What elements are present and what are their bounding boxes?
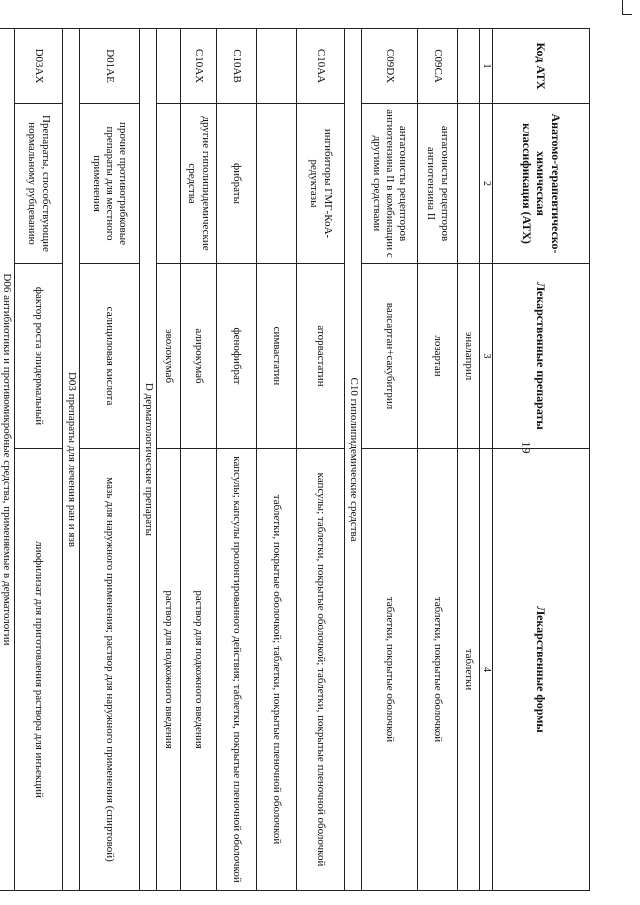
atc-code-cell (257, 29, 297, 104)
atc-class-cell: антагонисты рецепторов ангиотензина II (418, 104, 458, 264)
drug-cell: салициловая кислота (80, 264, 140, 449)
table-row (80, 29, 140, 891)
drug-cell: эволокумаб (157, 264, 181, 449)
column-number-row (480, 29, 493, 891)
page-number: 19 (519, 441, 534, 454)
rotated-page (0, 28, 590, 890)
group-title: D06 антибиотики и противомикробные средства, применяемые в дерматологии (0, 29, 15, 891)
group-title: D дерматологические препараты (140, 29, 157, 891)
group-row (63, 29, 80, 891)
column-number: 3 (480, 264, 493, 449)
header-atc-code: Код АТХ (493, 29, 590, 104)
drug-cell: аторвастатин (297, 264, 345, 449)
table-row (362, 29, 418, 891)
atc-code-cell: D03AX (15, 29, 63, 104)
corner-mark (622, 0, 632, 15)
header-row (493, 29, 590, 891)
table-row (297, 29, 345, 891)
group-row (140, 29, 157, 891)
table-row (157, 29, 181, 891)
forms-cell: таблетки, покрытые оболочкой (362, 449, 418, 891)
atc-code-cell: C10AA (297, 29, 345, 104)
table-body (0, 29, 480, 891)
header-drugs: Лекарственные препараты (493, 264, 590, 449)
drug-cell: фенофибрат (217, 264, 257, 449)
drug-cell: эналаприл (458, 264, 480, 449)
header-atc-classification: Анатомо-терапевтическо-химическая классификация (АТХ) (493, 104, 590, 264)
atc-class-cell: ингибиторы ГМГ-КоА-редуктазы (297, 104, 345, 264)
atc-code-cell: C09CA (418, 29, 458, 104)
drug-cell: алирокумаб (181, 264, 217, 449)
forms-cell: таблетки, покрытые оболочкой (418, 449, 458, 891)
atc-class-cell: другие гиполипидемические средства (181, 104, 217, 264)
group-title: D03 препараты для лечения ран и язв (63, 29, 80, 891)
forms-cell: раствор для подкожного введения (157, 449, 181, 891)
table-row (15, 29, 63, 891)
column-number: 4 (480, 449, 493, 891)
atc-code-cell (458, 29, 480, 104)
drug-cell: симвастатин (257, 264, 297, 449)
table-row (257, 29, 297, 891)
forms-cell: таблетки, покрытые оболочкой; таблетки, покрытые пленочной оболочкой (257, 449, 297, 891)
atc-class-cell: Препараты, способствующие нормальному рубцеванию (15, 104, 63, 264)
atc-code-cell: C10AB (217, 29, 257, 104)
drug-table (0, 28, 590, 891)
drug-cell: фактор роста эпидермальный (15, 264, 63, 449)
forms-cell: таблетки (458, 449, 480, 891)
drug-cell: валсартан+сакубитрил (362, 264, 418, 449)
atc-code-cell: C09DX (362, 29, 418, 104)
drug-cell: лозартан (418, 264, 458, 449)
forms-cell: лиофилизат для приготовления раствора для инъекций (15, 449, 63, 891)
table-row (181, 29, 217, 891)
atc-class-cell (157, 104, 181, 264)
atc-class-cell: антагонисты рецепторов ангиотензина II в комбинации с другими средствами (362, 104, 418, 264)
forms-cell: раствор для подкожного введения (181, 449, 217, 891)
group-row (345, 29, 362, 891)
group-title: C10 гиполипидемические средства (345, 29, 362, 891)
header-dosage-forms: Лекарственные формы (493, 449, 590, 891)
table-row (418, 29, 458, 891)
table-row (458, 29, 480, 891)
table-row (217, 29, 257, 891)
atc-code-cell: C10AX (181, 29, 217, 104)
atc-class-cell (458, 104, 480, 264)
atc-code-cell: D01AE (80, 29, 140, 104)
atc-class-cell (257, 104, 297, 264)
atc-class-cell: фибраты (217, 104, 257, 264)
forms-cell: мазь для наружного применения; раствор для наружного применения (спиртовой) (80, 449, 140, 891)
column-number: 2 (480, 104, 493, 264)
column-number: 1 (480, 29, 493, 104)
forms-cell: капсулы; капсулы пролонгированного действия; таблетки, покрытые пленочной оболочкой (217, 449, 257, 891)
atc-class-cell: прочие противогрибковые препараты для местного применения (80, 104, 140, 264)
forms-cell: капсулы; таблетки, покрытые оболочкой; таблетки, покрытые пленочной оболочкой (297, 449, 345, 891)
atc-code-cell (157, 29, 181, 104)
group-row (0, 29, 15, 891)
